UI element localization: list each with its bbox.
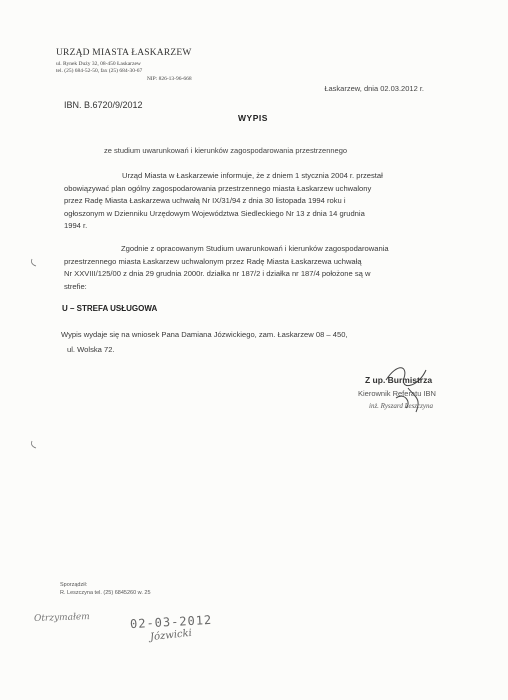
margin-mark-icon [30, 258, 42, 268]
paragraph-2-line: przestrzennego miasta Łaskarzew uchwalonym przez Radę Miasta Łaskarzewa uchwałą [64, 256, 362, 266]
paragraph-1-line: obowiązywać plan ogólny zagospodarowania przestrzennego miasta Łaskarzew uchwalony [64, 183, 372, 193]
paragraph-2-line: Zgodnie z opracowanym Studium uwarunkowań i kierunków zagospodarowania [121, 244, 389, 253]
zone-designation: U – STREFA USŁUGOWA [62, 304, 158, 313]
paragraph-2-line: Nr XXVIII/125/00 z dnia 29 grudnia 2000r. działka nr 187/2 i działka nr 187/4 położone są w [64, 269, 371, 278]
paragraph-1 [64, 170, 383, 233]
handwritten-received: Otrzymałem [33, 612, 90, 624]
paragraph-3-line: Wypis wydaje się na wniosek Pana Damiana Józwickiego, zam. Łaskarzew 08 – 450, [61, 330, 348, 339]
handwritten-date: 02-03-2012 [129, 612, 213, 632]
document-title: WYPIS [238, 113, 268, 123]
office-stamp [56, 49, 192, 84]
paragraph-2 [64, 243, 389, 293]
paragraph-1-line: ogłoszonym w Dzienniku Urzędowym Województwa Siedleckiego Nr 13 z dnia 14 grudnia [64, 208, 365, 218]
paragraph-1-line: przez Radę Miasta Łaskarzewa uchwałą Nr IX/31/94 z dnia 30 listopada 1994 roku i [64, 196, 346, 205]
place-date: Łaskarzew, dnia 02.03.2012 r. [324, 84, 424, 93]
case-number: IBN. B.6720/9/2012 [64, 100, 143, 110]
paragraph-3 [61, 327, 348, 357]
signature-title: Z up. Burmistrza [365, 375, 433, 385]
office-address: ul. Rynek Duży 32, 08-450 Łaskarzew [56, 60, 141, 67]
paragraph-3-line: ul. Wolska 72. [67, 345, 115, 354]
paragraph-1-line: Urząd Miasta w Łaskarzewie informuje, że z dniem 1 stycznia 2004 r. przestał [122, 171, 383, 180]
signature-role: Kierownik Referatu IBN [358, 389, 436, 398]
office-nip: NIP: 826-13-96-668 [146, 75, 192, 82]
signature-name: inż. Ryszard Leszczyna [369, 402, 433, 410]
paragraph-2-line: strefie: [64, 281, 87, 291]
margin-mark-icon [30, 440, 42, 450]
prepared-by-value: R. Leszczyna tel. (25) 6845260 w. 25 [60, 590, 151, 596]
office-title: URZĄD MIASTA ŁASKARZEW [56, 48, 192, 58]
paragraph-1-line: 1994 r. [64, 221, 88, 230]
handwritten-signature: Józwicki [149, 627, 193, 644]
office-phone: tel. (25) 684-52-50, fax (25) 684-30-67 [56, 68, 143, 74]
document-subject: ze studium uwarunkowań i kierunków zagospodarowania przestrzennego [104, 146, 348, 155]
prepared-by-label: Sporządził: [60, 582, 88, 588]
